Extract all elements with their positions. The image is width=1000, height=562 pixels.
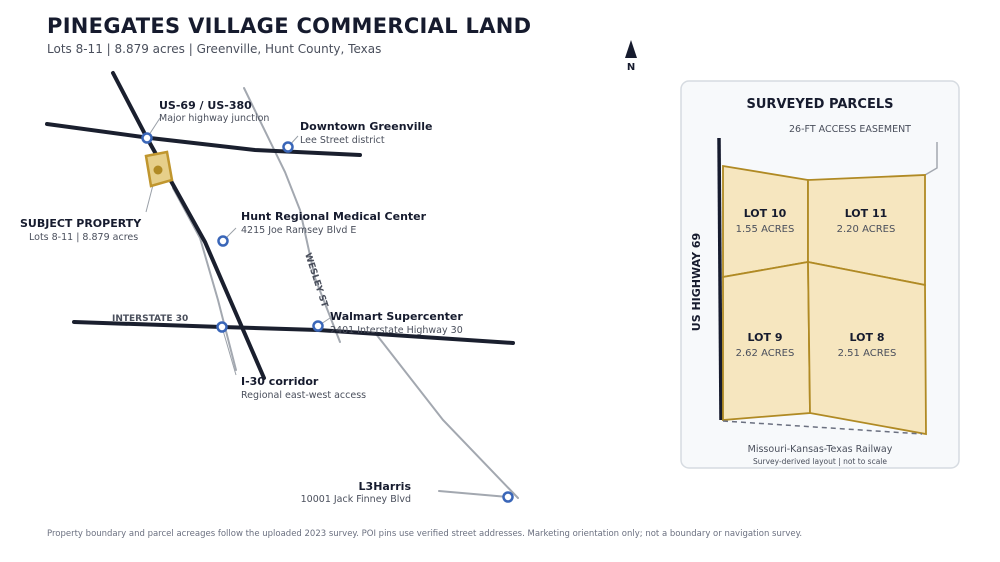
lot-11-acres: 2.20 ACRES (836, 224, 896, 235)
i30-corridor-pin[interactable] (218, 323, 227, 332)
subject-desc: Lots 8-11 | 8.879 acres (29, 232, 139, 243)
footer-note: Property boundary and parcel acreages follow the uploaded 2023 survey. POI pins use verified street addresses. Marketing orientation only; not a boundary or navigation survey. (47, 529, 803, 539)
lot-10-name: LOT 10 (743, 207, 787, 220)
walmart-desc: 2401 Interstate Highway 30 (330, 325, 463, 336)
page-title: PINEGATES VILLAGE COMMERCIAL LAND (47, 14, 532, 38)
easement-label: 26-FT ACCESS EASEMENT (789, 124, 911, 135)
hospital-name: Hunt Regional Medical Center (241, 210, 427, 223)
parcels-panel-title: SURVEYED PARCELS (746, 97, 894, 112)
lot-9-acres: 2.62 ACRES (735, 348, 795, 359)
lot-9-name: LOT 9 (747, 331, 783, 344)
lot-8-name: LOT 8 (849, 331, 885, 344)
us69-desc: Major highway junction (159, 113, 270, 124)
us69-name: US-69 / US-380 (159, 99, 252, 112)
wesley-street-label: WESLEY ST (302, 251, 330, 309)
l3harris-desc: 10001 Jack Finney Blvd (300, 494, 411, 505)
i30-desc: Regional east-west access (241, 390, 367, 401)
downtown-pin[interactable] (284, 143, 293, 152)
downtown-desc: Lee Street district (300, 135, 385, 146)
subject-property-marker[interactable] (146, 152, 172, 186)
subject-name: SUBJECT PROPERTY (20, 217, 142, 230)
page-subtitle: Lots 8-11 | 8.879 acres | Greenville, Hunt County, Texas (47, 42, 382, 56)
walmart-pin[interactable] (314, 322, 323, 331)
leader-lines (146, 118, 330, 375)
lot-8-acres: 2.51 ACRES (837, 348, 897, 359)
hospital-pin[interactable] (219, 237, 228, 246)
parcels-panel (681, 81, 959, 468)
rail-line (376, 334, 518, 498)
hospital-desc: 4215 Joe Ramsey Blvd E (241, 225, 357, 236)
i30-name: I-30 corridor (241, 375, 319, 388)
downtown-name: Downtown Greenville (300, 120, 433, 133)
walmart-name: Walmart Supercenter (330, 310, 463, 323)
interstate-30-label: INTERSTATE 30 (112, 314, 189, 324)
lot-10-acres: 1.55 ACRES (735, 224, 795, 235)
lot-11-name: LOT 11 (844, 207, 888, 220)
us-highway-69-boundary (719, 138, 721, 420)
highway-label: US HIGHWAY 69 (690, 232, 703, 332)
north-arrow-icon (625, 40, 637, 58)
railway-label: Missouri-Kansas-Texas Railway (747, 444, 893, 455)
l3harris-pin[interactable] (504, 493, 513, 502)
north-label: N (626, 62, 636, 73)
us69-junction-pin[interactable] (143, 134, 152, 143)
minor-streets (173, 88, 518, 498)
l3harris-access-line (439, 491, 508, 497)
panel-note: Survey-derived layout | not to scale (752, 457, 888, 466)
lot-10-parcel[interactable] (723, 166, 808, 277)
l3harris-name: L3Harris (358, 480, 411, 493)
